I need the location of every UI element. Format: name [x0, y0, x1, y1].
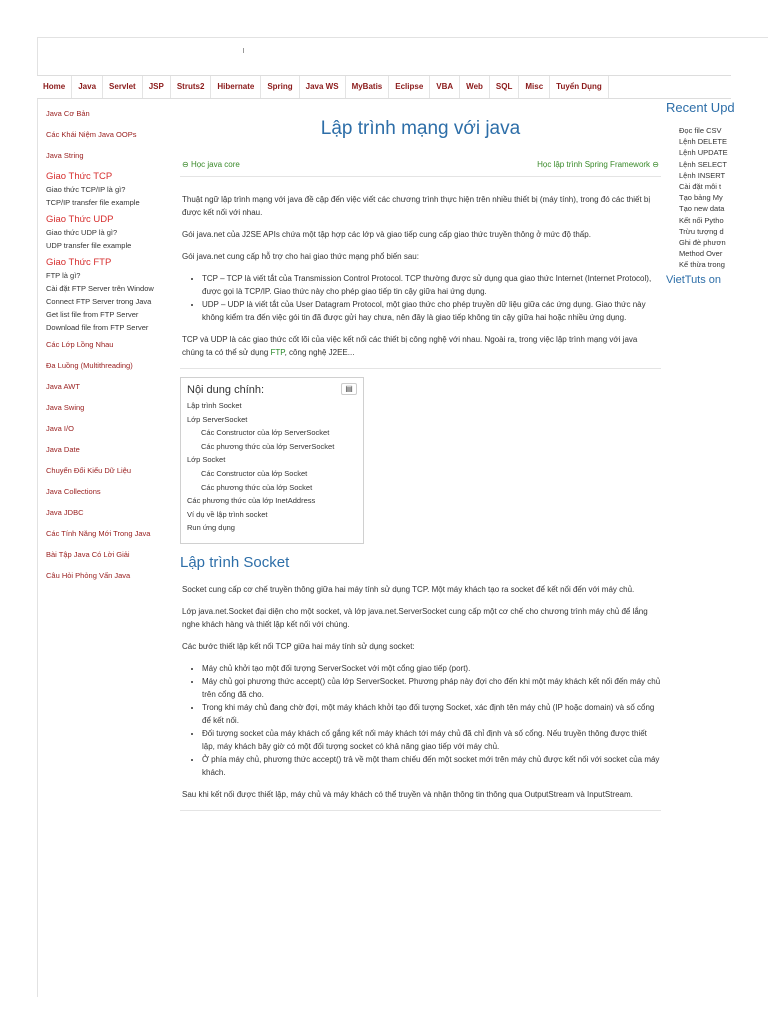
toc-title: Nội dung chính: [187, 384, 265, 396]
recent-update-link[interactable]: Method Over [679, 249, 723, 259]
list-item: • Máy chủ gọi phương thức accept() của lớp ServerSocket. Phương pháp này đợi cho đến khi một máy khách kết nối đến máy chủ trên cổng đã cho. [202, 675, 661, 701]
recent-update-link[interactable]: Lệnh UPDATE [679, 148, 728, 158]
toc-link[interactable]: Lớp Socket [187, 455, 226, 465]
sidebar-section-heading: Giao Thức UDP [46, 214, 114, 225]
toc-link[interactable]: Ví dụ về lập trình socket [187, 509, 268, 519]
sidebar-link[interactable]: Java Swing [46, 403, 85, 412]
nav-item[interactable]: Struts2 [171, 76, 212, 98]
paragraph: Lớp java.net.Socket đại diện cho một socket, và lớp java.net.ServerSocket cung cấp một cơ chế cho chương trình máy chủ để lắng nghe khách hàng và thiết lập kết nối với chúng. [182, 606, 648, 629]
recent-updates-heading: Recent Upd [666, 100, 735, 115]
nav-item[interactable]: Eclipse [389, 76, 430, 98]
next-link[interactable]: Học lập trình Spring Framework ⊖ [537, 160, 659, 169]
left-sidebar [46, 108, 176, 591]
intro-paragraph: Thuật ngữ lập trình mạng với java đề cập đến việc viết các chương trình thực hiện trên nhiều thiết bị (máy tính), trong đó các thiết bị được kết nối với nhau. [182, 195, 651, 217]
paragraph: Gói java.net cung cấp hỗ trợ cho hai giao thức mạng phổ biến sau: [182, 252, 419, 261]
sidebar-link[interactable]: Các Khái Niệm Java OOPs [46, 130, 137, 139]
nav-item[interactable]: VBA [430, 76, 460, 98]
recent-update-link[interactable]: Kế thừa trong [679, 260, 725, 270]
sidebar-link[interactable]: Đa Luồng (Multithreading) [46, 361, 133, 370]
sidebar-sublink[interactable]: Download file from FTP Server [46, 323, 149, 332]
nav-item[interactable]: Java WS [300, 76, 346, 98]
sidebar-link[interactable]: Bài Tập Java Có Lời Giải [46, 550, 130, 559]
top-nav [37, 75, 731, 99]
divider [180, 368, 661, 369]
sidebar-section-heading: Giao Thức FTP [46, 257, 112, 268]
toc-link[interactable]: Các Constructor của lớp Socket [201, 468, 308, 478]
sidebar-sublink[interactable]: Giao thức UDP là gì? [46, 228, 118, 237]
nav-item[interactable]: Servlet [103, 76, 143, 98]
toc-link[interactable]: Run ứng dụng [187, 523, 235, 533]
paragraph: Sau khi kết nối được thiết lập, máy chủ và máy khách có thể truyền và nhận thông tin thông qua OutputStream và InputStream. [182, 789, 633, 799]
paragraph: Các bước thiết lập kết nối TCP giữa hai máy tính sử dụng socket: [182, 641, 415, 651]
sidebar-link[interactable]: Java Collections [46, 487, 101, 496]
toc-link[interactable]: Các Constructor của lớp ServerSocket [201, 428, 330, 438]
recent-update-link[interactable]: Trừu tượng d [679, 226, 724, 236]
divider [180, 810, 661, 811]
sidebar-sublink[interactable]: TCP/IP transfer file example [46, 198, 140, 207]
nav-item[interactable]: Tuyển Dụng [550, 76, 609, 98]
nav-item[interactable]: MyBatis [346, 76, 390, 98]
steps-list [202, 662, 661, 779]
sidebar-sublink[interactable]: Connect FTP Server trong Java [46, 297, 152, 306]
table-of-contents [180, 377, 364, 544]
toc-link[interactable]: Các phương thức của lớp InetAddress [187, 496, 316, 506]
recent-update-link[interactable]: Ghi đè phươn [679, 238, 726, 248]
sidebar-sublink[interactable]: Get list file from FTP Server [46, 310, 139, 319]
sidebar-link[interactable]: Java JDBC [46, 508, 84, 517]
prev-link[interactable]: ⊖ Học java core [182, 160, 240, 169]
sidebar-link[interactable]: Chuyển Đổi Kiểu Dữ Liệu [46, 466, 132, 475]
sidebar-link[interactable]: Java AWT [46, 382, 80, 391]
paragraph: Gói java.net của J2SE APIs chứa một tập hợp các lớp và giao tiếp cung cấp giao thức truyền thông ở mức độ thấp. [182, 230, 591, 239]
list-item: • Ở phía máy chủ, phương thức accept() trả về một tham chiếu đến một socket mới trên máy chủ được kết nối với socket của máy khách. [202, 753, 661, 779]
right-sidebar [666, 100, 768, 286]
toc-link[interactable]: Các phương thức của lớp ServerSocket [201, 441, 335, 451]
sidebar-link[interactable]: Java Cơ Bản [46, 109, 90, 118]
sidebar-sublink[interactable]: UDP transfer file example [46, 241, 132, 250]
divider [180, 176, 661, 177]
recent-update-link[interactable]: Lệnh DELETE [679, 137, 727, 147]
nav-item[interactable]: Misc [519, 76, 550, 98]
recent-update-link[interactable]: Đọc file CSV [679, 126, 722, 135]
recent-update-link[interactable]: Lệnh SELECT [679, 159, 727, 169]
nav-item[interactable]: Java [72, 76, 103, 98]
toc-link[interactable]: Lớp ServerSocket [187, 414, 248, 424]
list-item: • UDP – UDP là viết tắt của User Datagram Protocol, một giao thức cho phép truyền dữ liệu giữa các ứng dụng. Giao thức này không kiểm tra đến việc gói tin đã được gửi hay chưa, nên đây là giao tiếp không tin cậy giữa hai hoặc nhiều ứng dụng. [202, 298, 661, 324]
toc-link[interactable]: Lập trình Socket [187, 401, 242, 410]
list-item: • Máy chủ khởi tạo một đối tượng ServerSocket với một cổng giao tiếp (port). [202, 662, 661, 675]
sidebar-link[interactable]: Java String [46, 151, 84, 160]
recent-update-link[interactable]: Tạo new data [679, 204, 725, 214]
sidebar-link[interactable]: Các Tính Năng Mới Trong Java [46, 529, 151, 538]
nav-item[interactable]: Spring [261, 76, 299, 98]
sidebar-section-heading: Giao Thức TCP [46, 171, 113, 182]
recent-update-link[interactable]: Lệnh INSERT [679, 170, 726, 180]
sidebar-sublink[interactable]: Cài đặt FTP Server trên Window [46, 284, 154, 293]
sidebar-sublink[interactable]: Giao thức TCP/IP là gì? [46, 185, 126, 194]
nav-item[interactable]: Home [37, 76, 72, 98]
sidebar-link[interactable]: Java Date [46, 445, 80, 454]
sidebar-link[interactable]: Các Lớp Lồng Nhau [46, 340, 114, 349]
toc-link[interactable]: Các phương thức của lớp Socket [201, 482, 313, 492]
paragraph: TCP và UDP là các giao thức cốt lõi của việc kết nối các thiết bị công nghệ với nhau. Ngoài ra, trong việc lập trình mạng với java chúng ta có thể sử dụng FTP, công nghệ J2EE... [182, 335, 638, 357]
nav-item[interactable]: SQL [490, 76, 519, 98]
main-content [180, 108, 661, 811]
page-title: Lập trình mạng với java [320, 118, 521, 139]
sidebar-link[interactable]: Câu Hỏi Phỏng Vấn Java [46, 571, 131, 580]
protocol-list [202, 272, 661, 324]
toc-toggle-icon[interactable]: ▤ [341, 383, 357, 395]
header-divider [243, 48, 244, 53]
list-item: • Đối tượng socket của máy khách cố gắng kết nối máy khách tới máy chủ đã chỉ định và số cổng. Nếu truyền thông được thiết lập, máy khách bây giờ có một đối tượng socket có khả năng giao tiếp với máy chủ. [202, 727, 661, 753]
sidebar-sublink[interactable]: FTP là gì? [46, 271, 81, 280]
recent-update-link[interactable]: Kết nối Pytho [679, 215, 724, 225]
list-item: • Trong khi máy chủ đang chờ đợi, một máy khách khởi tạo đối tượng Socket, xác định tên máy chủ (IP hoặc domain) và số cổng để kết nối. [202, 701, 661, 727]
nav-item[interactable]: Hibernate [211, 76, 261, 98]
social-heading: VietTuts on [666, 273, 722, 286]
nav-item[interactable]: Web [460, 76, 490, 98]
list-item: • TCP – TCP là viết tắt của Transmission Control Protocol. TCP thường được sử dụng qua giao thức Internet (Internet Protocol), được gọi là TCP/IP. Giao thức này cho phép giao tiếp tin cậy giữa hai ứng dụng. [202, 272, 661, 298]
article-nav [180, 154, 661, 176]
recent-update-link[interactable]: Tạo bảng My [679, 193, 723, 203]
nav-item[interactable]: JSP [143, 76, 171, 98]
paragraph: Socket cung cấp cơ chế truyền thông giữa hai máy tính sử dụng TCP. Một máy khách tạo ra socket để kết nối đến với máy chủ. [182, 584, 635, 594]
recent-update-link[interactable]: Cài đặt môi t [679, 182, 722, 192]
section-heading: Lập trình Socket [180, 553, 290, 571]
ftp-link[interactable]: FTP [270, 348, 285, 357]
sidebar-link[interactable]: Java I/O [46, 424, 74, 433]
